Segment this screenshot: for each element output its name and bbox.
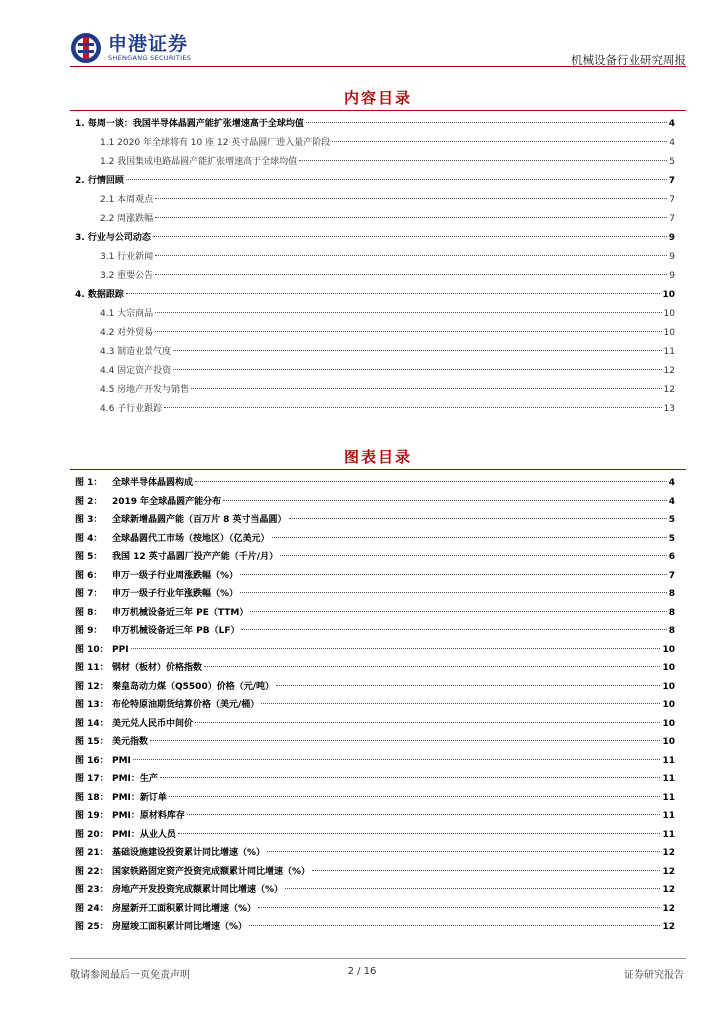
figure-page: 12: [662, 903, 675, 914]
leader-dots: [191, 388, 661, 389]
figure-entry[interactable]: [75, 696, 675, 715]
toc-entry-page: 10: [663, 309, 675, 319]
figure-page: 11: [662, 792, 675, 803]
figure-page: 11: [662, 774, 675, 784]
figure-entry[interactable]: [75, 881, 675, 900]
figure-number: 图 13：: [75, 700, 109, 710]
figure-page: 8: [668, 626, 675, 636]
figure-title: 申万一级子行业年涨跌幅（%）: [112, 589, 239, 599]
leader-dots: [126, 179, 667, 180]
toc-entry[interactable]: [75, 229, 675, 248]
header-divider: [70, 66, 686, 67]
figure-title: 房屋竣工面积累计同比增速（%）: [112, 922, 248, 932]
leader-dots: [173, 350, 661, 351]
figure-number: 图 23：: [75, 885, 109, 895]
figure-title: 美元兑人民币中间价: [112, 718, 194, 729]
toc-entry[interactable]: [75, 381, 675, 400]
leader-dots: [164, 407, 661, 408]
figure-entry[interactable]: [75, 863, 675, 882]
toc-entry-label: 4.5 房地产开发与销售: [100, 385, 190, 395]
figure-title: 申万机械设备近三年 PE（TTM）: [112, 607, 249, 618]
list-of-figures: [75, 474, 675, 937]
toc-entry[interactable]: [75, 153, 675, 172]
figure-number: 图 3：: [75, 515, 103, 525]
toc-entry[interactable]: [75, 115, 675, 134]
figure-page: 7: [668, 570, 675, 581]
leader-dots: [240, 592, 667, 593]
leader-dots: [241, 629, 666, 630]
leader-dots: [155, 331, 661, 332]
toc-entry-label: 1.2 我国集成电路晶圆产能扩张增速高于全球均值: [100, 157, 298, 167]
figure-page: 12: [662, 866, 675, 877]
figure-title: 我国 12 英寸晶圆厂投产产能（千片/月）: [112, 552, 279, 562]
figure-title: 申万机械设备近三年 PB（LF）: [112, 626, 240, 636]
leader-dots: [332, 141, 667, 142]
toc-entry[interactable]: [75, 267, 675, 286]
toc-entry-page: 9: [669, 271, 675, 281]
toc-entry-label: 1.1 2020 年全球将有 10 座 12 英寸晶圆厂进入量产阶段: [100, 138, 331, 148]
toc-entry-page: 9: [668, 233, 675, 243]
figure-title: 国家铁路固定资产投资完成额累计同比增速（%）: [112, 866, 311, 877]
company-logo: [70, 32, 191, 64]
figure-entry[interactable]: [75, 807, 675, 826]
figure-page: 8: [668, 589, 675, 599]
leader-dots: [312, 870, 660, 871]
figure-entry[interactable]: [75, 641, 675, 660]
leader-dots: [267, 851, 660, 852]
toc-entry[interactable]: [75, 248, 675, 267]
figure-page: 10: [662, 737, 675, 747]
figure-entry[interactable]: [75, 918, 675, 937]
figure-title: 基础设施建设投资累计同比增速（%）: [112, 848, 266, 858]
figure-entry[interactable]: [75, 826, 675, 845]
figure-page: 8: [668, 607, 675, 618]
figure-entry[interactable]: [75, 900, 675, 919]
figure-number: 图 8：: [75, 607, 103, 618]
figure-title: 申万一级子行业周涨跌幅（%）: [112, 570, 239, 581]
toc-entry-label: 2.1 本周观点: [100, 195, 154, 205]
figure-number: 图 7：: [75, 589, 103, 599]
leader-dots: [173, 369, 661, 370]
figure-number: 图 11：: [75, 663, 109, 673]
toc-entry[interactable]: [75, 362, 675, 381]
logo-name-en: SHENGANG SECURITIES: [108, 53, 192, 62]
toc-entry-label: 4.4 固定资产投资: [100, 366, 172, 376]
figure-page: 10: [662, 718, 675, 729]
toc-entry-label: 4.3 制造业景气度: [100, 347, 172, 357]
toc-entry-label: 4.6 子行业跟踪: [100, 404, 163, 414]
figure-number: 图 24：: [75, 903, 109, 914]
figure-number: 图 2：: [75, 496, 103, 507]
toc-entry-page: 12: [663, 366, 675, 376]
leader-dots: [155, 312, 661, 313]
leader-dots: [285, 888, 660, 889]
toc-entry[interactable]: [75, 343, 675, 362]
toc-entry[interactable]: [75, 286, 675, 305]
figure-page: 6: [668, 552, 675, 562]
toc-entry-page: 7: [668, 176, 675, 186]
figure-number: 图 10：: [75, 644, 109, 655]
figure-page: 11: [662, 755, 675, 766]
figure-number: 图 16：: [75, 755, 109, 766]
leader-dots: [133, 759, 661, 760]
leader-dots: [306, 122, 667, 123]
toc-entry-page: 11: [663, 347, 675, 357]
figure-title: 房地产开发投资完成额累计同比增速（%）: [112, 885, 284, 895]
figure-entry[interactable]: [75, 493, 675, 512]
figure-title: 全球晶圆代工市场（按地区）（亿美元）: [112, 533, 270, 544]
figure-number: 图 1：: [75, 478, 103, 488]
figure-page: 4: [668, 496, 675, 507]
figure-entry[interactable]: [75, 585, 675, 604]
figure-number: 图 6：: [75, 570, 103, 581]
leader-dots: [299, 160, 667, 161]
figure-page: 11: [662, 811, 675, 821]
figure-number: 图 5：: [75, 552, 103, 562]
figure-entry[interactable]: [75, 511, 675, 530]
figure-page: 10: [662, 644, 675, 655]
figure-title: 布伦特原油期货结算价格（美元/桶）: [112, 700, 260, 710]
leader-dots: [150, 740, 660, 741]
toc-title-divider: [70, 110, 686, 111]
toc-entry-page: 12: [663, 385, 675, 395]
page-number: 2 / 16: [347, 966, 377, 977]
figure-entry[interactable]: [75, 474, 675, 493]
figure-number: 图 4：: [75, 533, 103, 544]
figure-title: PPI: [112, 644, 129, 655]
leader-dots: [289, 518, 667, 519]
figure-entry[interactable]: [75, 604, 675, 623]
figure-entry[interactable]: [75, 548, 675, 567]
figure-number: 图 20：: [75, 829, 109, 840]
toc-title: 内容目录: [343, 89, 412, 107]
figure-page: 12: [662, 885, 675, 895]
toc-entry-label: 4. 数据跟踪: [75, 290, 124, 300]
toc-entry-label: 1. 每周一谈：我国半导体晶圆产能扩张增速高于全球均值: [75, 119, 304, 129]
leader-dots: [195, 722, 660, 723]
toc-entry-page: 7: [669, 195, 675, 205]
leader-dots: [131, 648, 661, 649]
figure-number: 图 21：: [75, 848, 109, 858]
leader-dots: [155, 217, 667, 218]
leader-dots: [272, 537, 667, 538]
figure-title: PMI：新订单: [112, 792, 167, 803]
figure-page: 12: [662, 922, 675, 932]
figure-number: 图 17：: [75, 774, 109, 784]
figure-page: 5: [668, 533, 675, 544]
figure-number: 图 12：: [75, 681, 109, 692]
leader-dots: [240, 574, 667, 575]
toc-entry[interactable]: [75, 305, 675, 324]
figure-entry[interactable]: [75, 733, 675, 752]
figure-page: 5: [668, 515, 675, 525]
leader-dots: [187, 814, 661, 815]
figure-entry[interactable]: [75, 622, 675, 641]
leader-dots: [155, 274, 667, 275]
figure-title: PMI：原材料库存: [112, 811, 185, 821]
figure-entry[interactable]: [75, 530, 675, 549]
leader-dots: [178, 833, 661, 834]
toc-entry[interactable]: [75, 210, 675, 229]
figure-title: 全球半导体晶圆构成: [112, 478, 194, 488]
figure-number: 图 22：: [75, 866, 109, 877]
figure-title: 全球新增晶圆产能（百万片 8 英寸当晶圆）: [112, 515, 287, 525]
disclaimer-note: 敬请参阅最后一页免责声明: [70, 970, 190, 981]
toc-entry-page: 7: [669, 214, 675, 224]
leader-dots: [261, 703, 660, 704]
figure-entry[interactable]: [75, 659, 675, 678]
lof-title-divider: [70, 469, 686, 470]
leader-dots: [160, 777, 661, 778]
toc-entry-label: 3.2 重要公告: [100, 271, 154, 281]
figure-title: PMI：生产: [112, 774, 158, 784]
leader-dots: [249, 925, 660, 926]
toc-entry-label: 4.2 对外贸易: [100, 328, 154, 338]
figure-page: 12: [662, 848, 675, 858]
toc-entry[interactable]: [75, 172, 675, 191]
page-header: [70, 30, 686, 74]
toc-entry-page: 13: [663, 404, 675, 414]
figure-number: 图 15：: [75, 737, 109, 747]
leader-dots: [223, 500, 667, 501]
figure-entry[interactable]: [75, 567, 675, 586]
toc-entry[interactable]: [75, 324, 675, 343]
figure-entry[interactable]: [75, 789, 675, 808]
leader-dots: [126, 293, 661, 294]
figure-entry[interactable]: [75, 752, 675, 771]
leader-dots: [155, 198, 667, 199]
leader-dots: [280, 555, 667, 556]
toc-entry-label: 3.1 行业新闻: [100, 252, 154, 262]
figure-title: 房屋新开工面积累计同比增速（%）: [112, 903, 257, 914]
figure-number: 图 18：: [75, 792, 109, 803]
lof-title: 图表目录: [343, 448, 412, 466]
figure-page: 10: [662, 700, 675, 710]
table-of-contents: [75, 115, 675, 419]
figure-entry[interactable]: [75, 715, 675, 734]
toc-entry-page: 5: [669, 157, 675, 167]
figure-number: 图 9：: [75, 626, 103, 636]
leader-dots: [195, 481, 667, 482]
logo-icon: [70, 32, 102, 64]
footer-divider: [70, 958, 686, 959]
figure-title: PMI：从业人员: [112, 829, 176, 840]
leader-dots: [169, 796, 661, 797]
toc-entry[interactable]: [75, 191, 675, 210]
report-type: 机械设备行业研究周报: [571, 53, 686, 67]
figure-title: 2019 年全球晶圆产能分布: [112, 496, 222, 507]
figure-entry[interactable]: [75, 678, 675, 697]
figure-number: 图 14：: [75, 718, 109, 729]
logo-name-cn: 申港证券: [108, 32, 189, 55]
figure-number: 图 25：: [75, 922, 109, 932]
figure-entry[interactable]: [75, 844, 675, 863]
toc-entry-label: 4.1 大宗商品: [100, 309, 154, 319]
toc-entry-page: 9: [669, 252, 675, 262]
leader-dots: [250, 611, 666, 612]
leader-dots: [276, 685, 660, 686]
figure-title: 秦皇岛动力煤（Q5500）价格（元/吨）: [112, 681, 274, 692]
figure-page: 4: [668, 478, 675, 488]
toc-entry-label: 2.2 周涨跌幅: [100, 214, 154, 224]
figure-page: 11: [662, 829, 675, 840]
figure-number: 图 19：: [75, 811, 109, 821]
toc-entry-page: 10: [662, 290, 675, 300]
figure-page: 10: [662, 663, 675, 673]
figure-title: 钢材（板材）价格指数: [112, 663, 203, 673]
figure-title: PMI: [112, 755, 131, 766]
toc-entry-label: 3. 行业与公司动态: [75, 233, 151, 243]
leader-dots: [204, 666, 660, 667]
figure-title: 美元指数: [112, 737, 149, 747]
toc-entry-page: 4: [668, 119, 675, 129]
toc-entry[interactable]: [75, 400, 675, 419]
toc-entry-page: 4: [669, 138, 675, 148]
figure-entry[interactable]: [75, 770, 675, 789]
report-label: 证券研究报告: [624, 970, 684, 981]
leader-dots: [153, 236, 667, 237]
toc-entry[interactable]: [75, 134, 675, 153]
figure-page: 10: [662, 681, 675, 692]
leader-dots: [155, 255, 667, 256]
leader-dots: [258, 907, 660, 908]
toc-entry-page: 10: [663, 328, 675, 338]
toc-entry-label: 2. 行情回顾: [75, 176, 124, 186]
